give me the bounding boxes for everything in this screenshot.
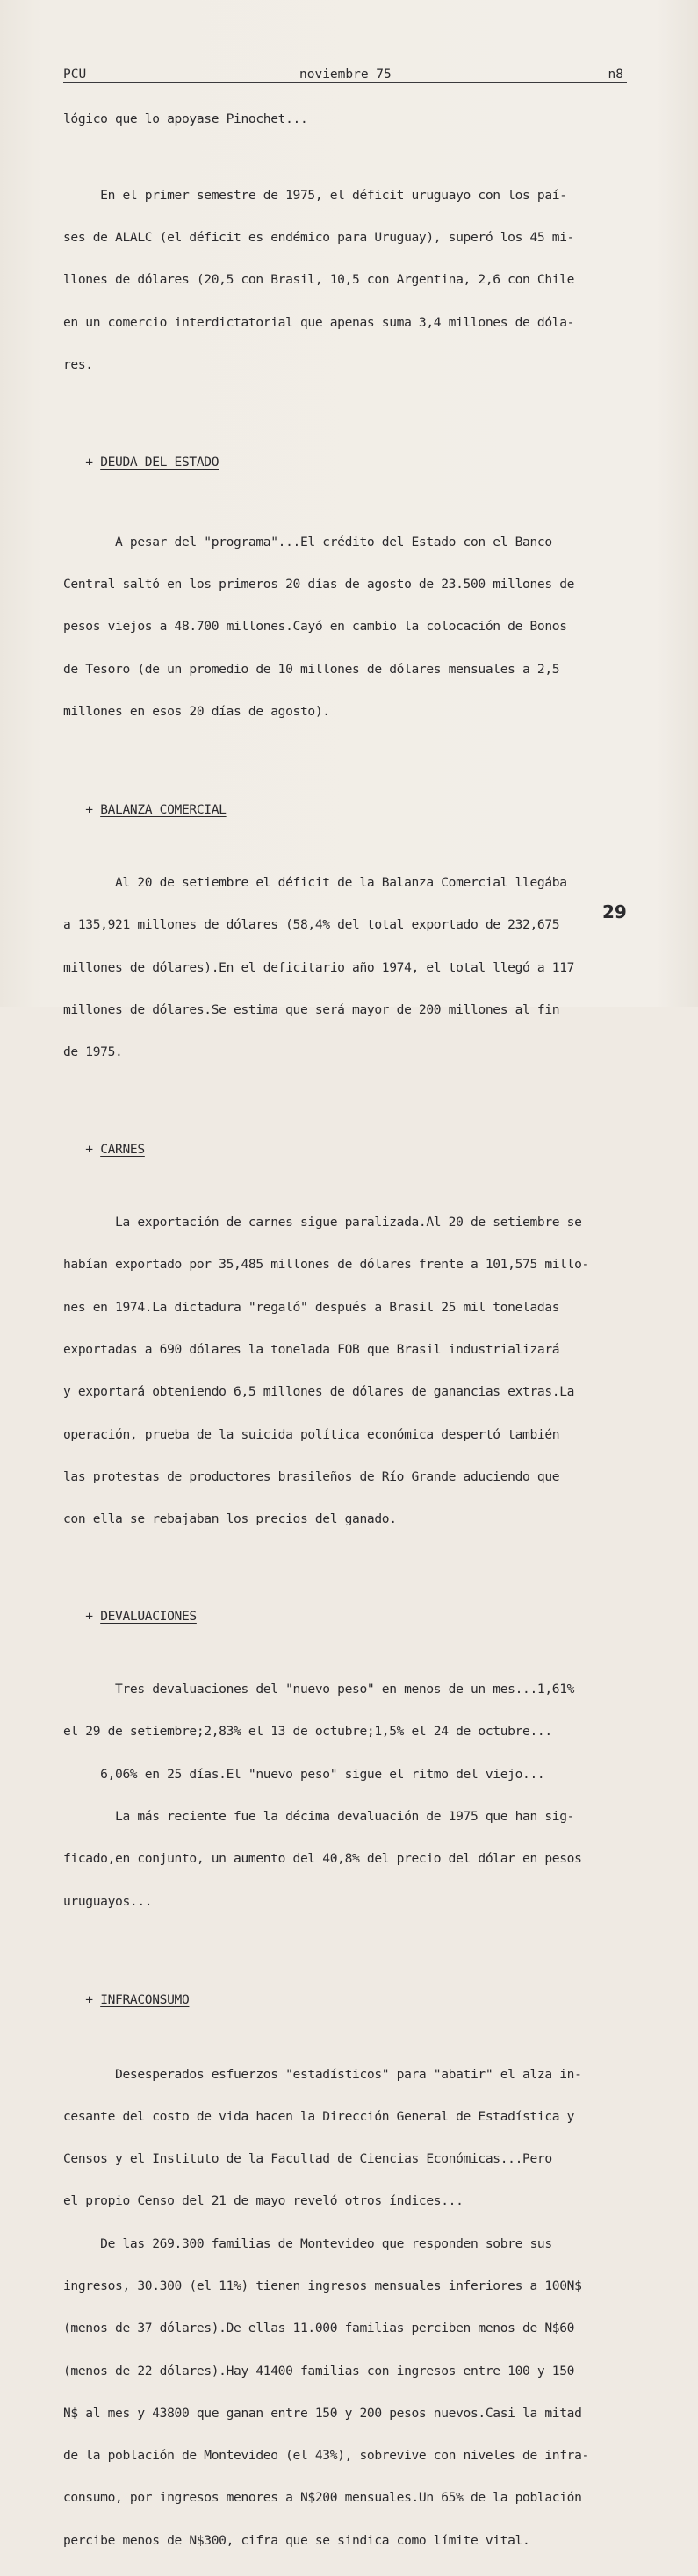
text-line: millones de dólares.Se estima que será mayor de 200 millones al fin <box>63 1001 560 1017</box>
section-heading-deuda <box>63 456 643 470</box>
text-line: cesante del costo de vida hacen la Dirección General de Estadística y <box>63 2108 575 2124</box>
text-line: Tres devaluaciones del "nuevo peso" en menos de un mes...1,61% <box>63 1682 575 1697</box>
text-line: las protestas de productores brasileños de Río Grande aduciendo que <box>63 1468 560 1484</box>
text-line: millones de dólares).En el deficitario año 1974, el total llegó a 117 <box>63 959 575 975</box>
heading-title: INFRACONSUMO <box>100 1992 190 2008</box>
text-line: Desesperados esfuerzos "estadísticos" para "abatir" el alza in- <box>63 2066 582 2082</box>
text-line: de Tesoro (de un promedio de 10 millones de dólares mensuales a 2,5 <box>63 661 560 677</box>
text-line: operación, prueba de la suicida política económica despertó también <box>63 1426 560 1442</box>
section-heading-carnes <box>63 1143 643 1157</box>
text-line: res. <box>63 356 93 372</box>
text-line: La más reciente fue la décima devaluación de 1975 que han sig- <box>63 1808 575 1824</box>
heading-bullet: + <box>63 1608 101 1624</box>
text-line: uruguayos... <box>63 1893 153 1909</box>
header-issue: n8 <box>608 68 623 82</box>
text-line: N$ al mes y 43800 que ganan entre 150 y 200 pesos nuevos.Casi la mitad <box>63 2405 582 2421</box>
text-line: en un comercio interdictatorial que apenas suma 3,4 millones de dóla- <box>63 314 575 330</box>
text-line: exportadas a 690 dólares la tonelada FOB que Brasil industrializará <box>63 1341 560 1357</box>
text-line: Al 20 de setiembre el déficit de la Balanza Comercial llegába <box>63 874 567 890</box>
text-line: el propio Censo del 21 de mayo reveló otros índices... <box>63 2193 464 2209</box>
text-line: ficado,en conjunto, un aumento del 40,8% del precio del dólar en pesos <box>63 1851 582 1867</box>
heading-bullet: + <box>63 1141 101 1157</box>
text-line: Central saltó en los primeros 20 días de agosto de 23.500 millones de <box>63 577 575 592</box>
section-heading-balanza <box>63 803 643 817</box>
text-line: ses de ALALC (el déficit es endémico para Uruguay), superó los 45 mi- <box>63 229 575 245</box>
section-heading-infraconsumo <box>63 1993 643 2007</box>
text-line: A pesar del "programa"...El crédito del Estado con el Banco <box>63 534 552 549</box>
text-line: con ella se rebajaban los precios del ganado. <box>63 1511 397 1527</box>
text-line: llones de dólares (20,5 con Brasil, 10,5 con Argentina, 2,6 con Chile <box>63 272 575 288</box>
text-line: pesos viejos a 48.700 millones.Cayó en cambio la colocación de Bonos <box>63 619 567 635</box>
heading-title: DEVALUACIONES <box>100 1608 197 1624</box>
text-line: lógico que lo apoyase Pinochet... <box>63 111 308 127</box>
text-line: 6,06% en 25 días.El "nuevo peso" sigue el ritmo del viejo... <box>63 1766 545 1782</box>
text-line: (menos de 22 dólares).Hay 41400 familias con ingresos entre 100 y 150 <box>63 2363 575 2379</box>
header-rule <box>63 82 627 83</box>
text-line: En el primer semestre de 1975, el déficit uruguayo con los paí- <box>63 187 567 203</box>
heading-title: CARNES <box>100 1141 145 1157</box>
text-line: de la población de Montevideo (el 43%), sobrevive con niveles de infra- <box>63 2448 589 2464</box>
text-line: nes en 1974.La dictadura "regaló" después a Brasil 25 mil toneladas <box>63 1299 560 1315</box>
text-line: de 1975. <box>63 1044 123 1060</box>
section-heading-devaluaciones <box>63 1610 643 1624</box>
text-line: a 135,921 millones de dólares (58,4% del total exportado de 232,675 <box>63 917 560 933</box>
heading-bullet: + <box>63 455 101 470</box>
text-line: consumo, por ingresos menores a N$200 mensuales.Un 65% de la población <box>63 2490 582 2506</box>
text-line: habían exportado por 35,485 millones de dólares frente a 101,575 millo- <box>63 1257 589 1273</box>
heading-title: DEUDA DEL ESTADO <box>100 455 219 470</box>
text-line: ingresos, 30.300 (el 11%) tienen ingresos mensuales inferiores a 100N$ <box>63 2278 582 2293</box>
text-line: Censos y el Instituto de la Facultad de Ciencias Económicas...Pero <box>63 2151 552 2167</box>
header-publication: PCU <box>63 68 87 82</box>
text-line: millones en esos 20 días de agosto). <box>63 703 330 719</box>
text-line: y exportará obteniendo 6,5 millones de dólares de ganancias extras.La <box>63 1384 575 1400</box>
header-date: noviembre 75 <box>299 68 392 82</box>
page-header <box>63 65 627 84</box>
text-line: el 29 de setiembre;2,83% el 13 de octubre;1,5% el 24 de octubre... <box>63 1724 552 1740</box>
heading-bullet: + <box>63 1992 101 2008</box>
page-number: 29 <box>602 901 627 922</box>
text-line: De las 269.300 familias de Montevideo que responden sobre sus <box>63 2235 552 2251</box>
text-line: La exportación de carnes sigue paralizada.Al 20 de setiembre se <box>63 1215 582 1231</box>
text-line: percibe menos de N$300, cifra que se sindica como límite vital. <box>63 2532 530 2548</box>
article-body <box>63 84 643 2576</box>
text-line: (menos de 37 dólares).De ellas 11.000 familias perciben menos de N$60 <box>63 2321 575 2336</box>
heading-bullet: + <box>63 801 101 817</box>
heading-title: BALANZA COMERCIAL <box>100 801 227 817</box>
